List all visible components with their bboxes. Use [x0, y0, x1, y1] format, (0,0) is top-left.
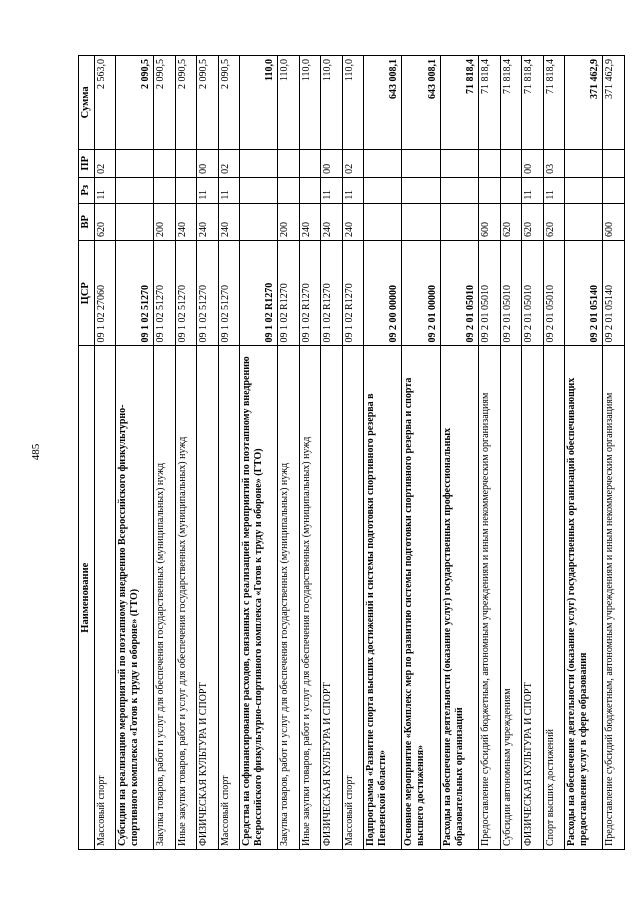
- cell-rz: 11: [321, 177, 342, 203]
- cell-sum: 2 090,5: [218, 56, 239, 150]
- cell-csr: 09 1 02 R1270: [321, 241, 342, 346]
- table-row: [342, 56, 363, 850]
- cell-pr: [402, 149, 440, 177]
- cell-csr: 09 1 02 51270: [197, 241, 218, 346]
- cell-sum: 71 818,4: [500, 56, 521, 150]
- cell-pr: 03: [543, 149, 564, 177]
- cell-pr: 00: [197, 149, 218, 177]
- cell-rz: 11: [543, 177, 564, 203]
- cell-rz: [115, 177, 153, 203]
- table-row: [94, 56, 115, 850]
- cell-csr: 09 1 02 51270: [154, 241, 175, 346]
- cell-vr: 620: [500, 203, 521, 240]
- cell-pr: [500, 149, 521, 177]
- cell-rz: [479, 177, 500, 203]
- cell-vr: 240: [342, 203, 363, 240]
- cell-name: Спорт высших достижений: [543, 346, 564, 850]
- cell-sum: 371 462,9: [564, 56, 602, 150]
- cell-rz: [440, 177, 478, 203]
- table-row: [175, 56, 196, 850]
- table-row: [440, 56, 478, 850]
- cell-vr: 240: [218, 203, 239, 240]
- cell-rz: 11: [218, 177, 239, 203]
- cell-pr: [278, 149, 299, 177]
- cell-sum: 71 818,4: [440, 56, 478, 150]
- cell-sum: 2 090,5: [197, 56, 218, 150]
- cell-pr: [603, 149, 625, 177]
- cell-vr: 620: [94, 203, 115, 240]
- cell-sum: 71 818,4: [543, 56, 564, 150]
- cell-pr: [363, 149, 401, 177]
- cell-name: Массовый спорт: [218, 346, 239, 850]
- cell-rz: 11: [197, 177, 218, 203]
- cell-sum: 110,0: [239, 56, 277, 150]
- table-row: [402, 56, 440, 850]
- cell-vr: [564, 203, 602, 240]
- cell-csr: 09 2 00 00000: [363, 241, 401, 346]
- cell-pr: [479, 149, 500, 177]
- table-row: [564, 56, 602, 850]
- cell-csr: 09 2 01 05010: [440, 241, 478, 346]
- cell-vr: 620: [543, 203, 564, 240]
- cell-name: Иные закупки товаров, работ и услуг для обеспечения государственных (муниципальных) нужд: [299, 346, 320, 850]
- cell-pr: [299, 149, 320, 177]
- cell-rz: [603, 177, 625, 203]
- cell-name: Предоставление субсидий бюджетным, автономным учреждениям и иным некоммерческим организациям: [479, 346, 500, 850]
- cell-csr: 09 1 02 51270: [175, 241, 196, 346]
- cell-csr: 09 1 02 27060: [94, 241, 115, 346]
- cell-csr: 09 2 01 05140: [564, 241, 602, 346]
- cell-rz: 11: [522, 177, 543, 203]
- header-sum: Сумма: [79, 56, 95, 150]
- cell-pr: 00: [522, 149, 543, 177]
- cell-name: Основное мероприятие «Комплекс мер по развитию системы подготовки спортивного резерва и спорта высшего достижения»: [402, 346, 440, 850]
- table-row: [479, 56, 500, 850]
- cell-vr: 240: [321, 203, 342, 240]
- cell-pr: [564, 149, 602, 177]
- cell-vr: [239, 203, 277, 240]
- cell-vr: [363, 203, 401, 240]
- cell-name: ФИЗИЧЕСКАЯ КУЛЬТУРА И СПОРТ: [522, 346, 543, 850]
- cell-sum: 110,0: [299, 56, 320, 150]
- cell-csr: 09 1 02 R1270: [278, 241, 299, 346]
- table-row: [603, 56, 625, 850]
- cell-csr: 09 1 02 R1270: [239, 241, 277, 346]
- cell-name: Расходы на обеспечение деятельности (оказание услуг) государственных организаций обеспечивающих предоставление услуг в сфере образования: [564, 346, 602, 850]
- cell-name: Расходы на обеспечение деятельности (оказание услуг) государственных профессиональных образовательных организаций: [440, 346, 478, 850]
- cell-csr: 09 2 01 05010: [543, 241, 564, 346]
- cell-pr: 00: [321, 149, 342, 177]
- cell-sum: 2 090,5: [175, 56, 196, 150]
- cell-csr: 09 1 02 51270: [115, 241, 153, 346]
- cell-vr: [115, 203, 153, 240]
- cell-sum: 110,0: [321, 56, 342, 150]
- cell-vr: 600: [479, 203, 500, 240]
- cell-sum: 110,0: [278, 56, 299, 150]
- cell-vr: 200: [278, 203, 299, 240]
- cell-rz: 11: [94, 177, 115, 203]
- cell-pr: [154, 149, 175, 177]
- cell-vr: [440, 203, 478, 240]
- header-pr: ПР: [79, 149, 95, 177]
- cell-name: ФИЗИЧЕСКАЯ КУЛЬТУРА И СПОРТ: [197, 346, 218, 850]
- cell-name: Иные закупки товаров, работ и услуг для обеспечения государственных (муниципальных) нужд: [175, 346, 196, 850]
- cell-name: Массовый спорт: [342, 346, 363, 850]
- cell-sum: 2 090,5: [115, 56, 153, 150]
- cell-name: Массовый спорт: [94, 346, 115, 850]
- cell-rz: [363, 177, 401, 203]
- table-row: [154, 56, 175, 850]
- cell-csr: 09 2 01 00000: [402, 241, 440, 346]
- cell-sum: 71 818,4: [479, 56, 500, 150]
- cell-name: Закупка товаров, работ и услуг для обеспечения государственных (муниципальных) нужд: [278, 346, 299, 850]
- cell-name: Закупка товаров, работ и услуг для обеспечения государственных (муниципальных) нужд: [154, 346, 175, 850]
- cell-vr: [402, 203, 440, 240]
- header-name: Наименование: [79, 346, 95, 850]
- table-row: [363, 56, 401, 850]
- cell-rz: 11: [342, 177, 363, 203]
- cell-csr: 09 2 01 05010: [500, 241, 521, 346]
- header-csr: ЦСР: [79, 241, 95, 346]
- table-row: [115, 56, 153, 850]
- table-row: [500, 56, 521, 850]
- cell-rz: [154, 177, 175, 203]
- cell-rz: [239, 177, 277, 203]
- cell-csr: 09 1 02 R1270: [299, 241, 320, 346]
- cell-name: ФИЗИЧЕСКАЯ КУЛЬТУРА И СПОРТ: [321, 346, 342, 850]
- table-row: [543, 56, 564, 850]
- cell-csr: 09 1 02 51270: [218, 241, 239, 346]
- cell-rz: [564, 177, 602, 203]
- cell-pr: 02: [94, 149, 115, 177]
- cell-sum: 371 462,9: [603, 56, 625, 150]
- table-row: [197, 56, 218, 850]
- cell-csr: 09 1 02 R1270: [342, 241, 363, 346]
- table-header-row: [79, 56, 95, 850]
- budget-table: [78, 55, 625, 850]
- cell-name: Субсидии автономным учреждениям: [500, 346, 521, 850]
- cell-pr: 02: [218, 149, 239, 177]
- cell-sum: 71 818,4: [522, 56, 543, 150]
- page-number: 485: [30, 443, 42, 461]
- cell-csr: 09 2 01 05140: [603, 241, 625, 346]
- cell-rz: [500, 177, 521, 203]
- cell-sum: 2 563,0: [94, 56, 115, 150]
- cell-sum: 110,0: [342, 56, 363, 150]
- cell-rz: [278, 177, 299, 203]
- cell-name: Средства на софинансирование расходов, связанных с реализацией мероприятий по поэтапному внедрению Всероссийского физкультурно-спортивного комплекса «Готов к труду и обороне» (ГТО): [239, 346, 277, 850]
- cell-name: Подпрограмма «Развитие спорта высших достижений и системы подготовки спортивного резерва в Пензенской области»: [363, 346, 401, 850]
- cell-pr: [175, 149, 196, 177]
- table-row: [299, 56, 320, 850]
- cell-name: Предоставление субсидий бюджетным, автономным учреждениям и иным некоммерческим организациям: [603, 346, 625, 850]
- cell-csr: 09 2 01 05010: [522, 241, 543, 346]
- cell-name: Субсидии на реализацию мероприятий по поэтапному внедрению Всероссийского физкультурно-спортивного комплекса «Готов к труду и обороне» (ГТО): [115, 346, 153, 850]
- header-vr: ВР: [79, 203, 95, 240]
- cell-csr: 09 2 01 05010: [479, 241, 500, 346]
- cell-rz: [299, 177, 320, 203]
- cell-pr: 02: [342, 149, 363, 177]
- cell-vr: 240: [299, 203, 320, 240]
- cell-vr: 620: [522, 203, 543, 240]
- table-row: [278, 56, 299, 850]
- cell-vr: 600: [603, 203, 625, 240]
- cell-sum: 2 090,5: [154, 56, 175, 150]
- cell-pr: [115, 149, 153, 177]
- cell-vr: 200: [154, 203, 175, 240]
- header-rz: Рз: [79, 177, 95, 203]
- cell-sum: 643 008,1: [363, 56, 401, 150]
- cell-rz: [175, 177, 196, 203]
- cell-pr: [440, 149, 478, 177]
- cell-sum: 643 008,1: [402, 56, 440, 150]
- cell-rz: [402, 177, 440, 203]
- cell-vr: 240: [175, 203, 196, 240]
- table-row: [522, 56, 543, 850]
- cell-vr: 240: [197, 203, 218, 240]
- table-row: [239, 56, 277, 850]
- cell-pr: [239, 149, 277, 177]
- table-row: [321, 56, 342, 850]
- table-row: [218, 56, 239, 850]
